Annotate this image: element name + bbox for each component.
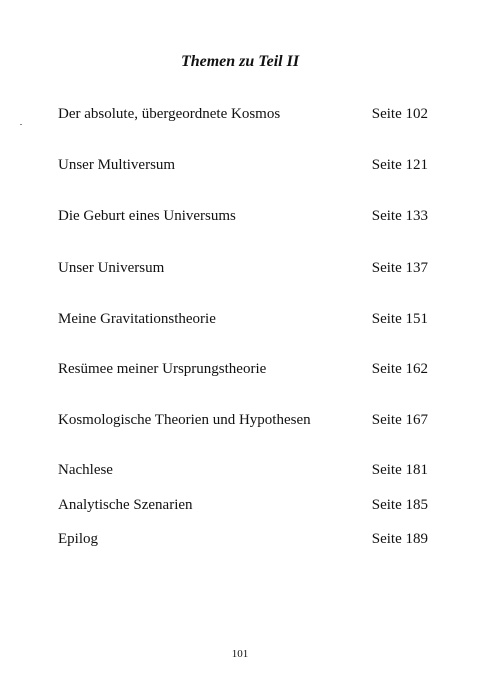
toc-page-ref: Seite 137 (371, 260, 428, 276)
toc-entry (58, 497, 428, 514)
toc-entry (58, 106, 428, 123)
toc-topic: Kosmologische Theorien und Hypothesen (58, 412, 311, 428)
toc-entry (58, 531, 428, 548)
toc-entry (58, 157, 428, 174)
toc-topic: Der absolute, übergeordnete Kosmos (58, 106, 281, 122)
scan-speck (20, 124, 22, 125)
toc-page-ref: Seite 185 (371, 497, 428, 513)
toc-topic: Die Geburt eines Universums (58, 208, 236, 224)
toc-entry (58, 260, 428, 277)
toc-topic: Unser Universum (58, 260, 165, 276)
toc-entry (58, 208, 428, 225)
toc-topic: Epilog (58, 531, 98, 547)
page-number: 101 (231, 648, 249, 660)
toc-page-ref: Seite 167 (371, 412, 428, 428)
toc-topic: Meine Gravitationstheorie (58, 311, 216, 327)
toc-topic: Nachlese (58, 462, 113, 478)
toc-entry (58, 361, 428, 378)
toc-topic: Resümee meiner Ursprungstheorie (58, 361, 267, 377)
toc-entry (58, 462, 428, 479)
toc-entry (58, 412, 428, 429)
toc-entry (58, 311, 428, 328)
toc-topic: Unser Multiversum (58, 157, 176, 173)
toc-page-ref: Seite 102 (371, 106, 428, 122)
toc-page-ref: Seite 133 (371, 208, 428, 224)
page-title: Themen zu Teil II (180, 53, 300, 70)
toc-page-ref: Seite 151 (371, 311, 428, 327)
toc-page-ref: Seite 162 (371, 361, 428, 377)
toc-topic: Analytische Szenarien (58, 497, 193, 513)
toc-page-ref: Seite 189 (371, 531, 428, 547)
toc-page-ref: Seite 121 (371, 157, 428, 173)
toc-page-ref: Seite 181 (371, 462, 428, 478)
